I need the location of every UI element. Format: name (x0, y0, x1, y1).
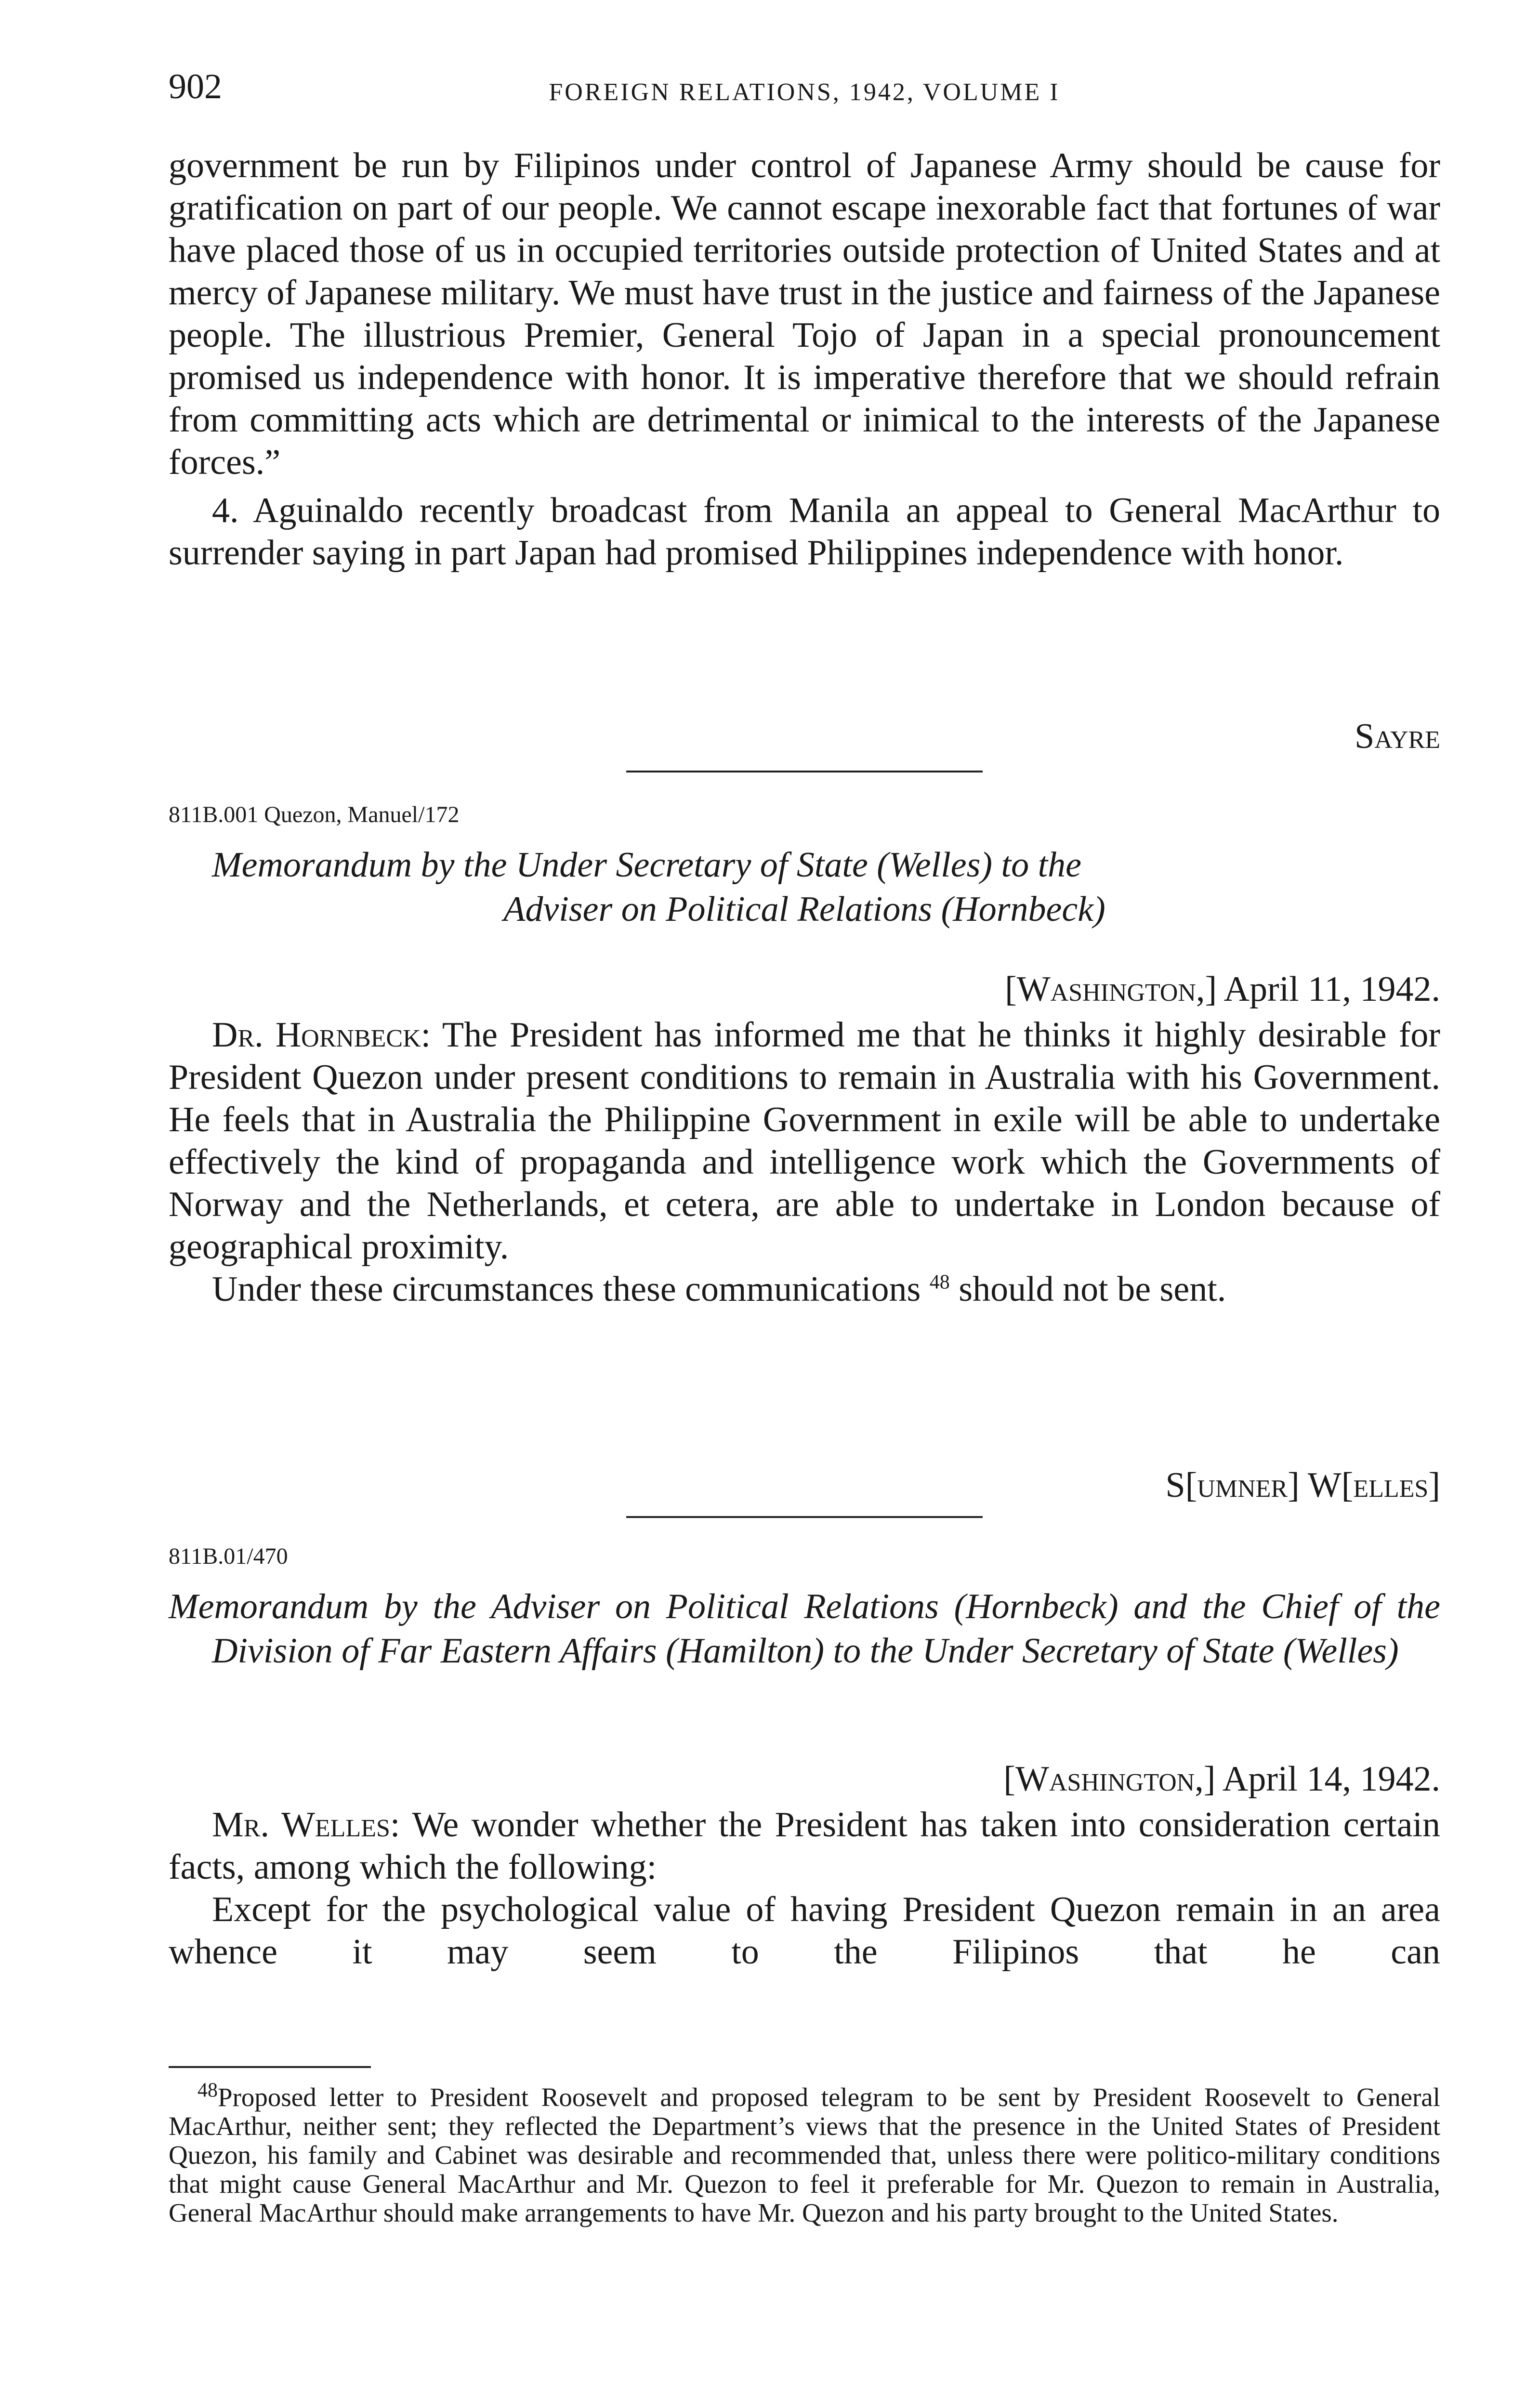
continued-paragraph: government be run by Filipinos under control of Japanese Army should be cause for gratification on part of our people. We cannot escape inexorable fact that fortunes of war have placed those of us in occupied territories outside protection of United States and at mercy of Japanese military. We must have trust in the justice and fairness of the Japanese people. The illustrious Premier, General Tojo of Japan in a special pronouncement promised us independence with honor. It is imperative therefore that we should refrain from committing acts which are detrimental or inimical to the interests of the Japanese forces.” (169, 146, 1440, 482)
memo-paragraph-2: Except for the psychological value of having President Quezon remain in an area whence it may seem to the Filipinos that he can (169, 1890, 1440, 1972)
dateline-date: April 14, 1942. (1215, 1759, 1440, 1799)
footnote-body: Proposed letter to President Roosevelt and proposed telegram to be sent by President Roosevelt to General MacArthur, neither sent; they reflected the Department’s views that the presence in the United States of President Quezon, his family and Cabinet was desirable and recommended that, unless there were politico-military conditions that might cause General MacArthur and Mr. Quezon to feel it preferable for Mr. Quezon to remain in Australia, General MacArthur should make arrangements to have Mr. Quezon and his party brought to the United States. (169, 2082, 1440, 2227)
footnote-rule (169, 2066, 371, 2068)
dateline (1003, 1758, 1440, 1800)
dateline (1005, 968, 1440, 1010)
footnote (169, 2079, 1440, 2227)
memo-paragraph-2 (169, 1268, 1440, 1310)
salutation: Mr. Welles (212, 1805, 390, 1845)
memo-body (169, 1804, 1440, 1973)
memo-paragraph-2-text-end: should not be sent. (949, 1269, 1226, 1309)
signature-welles: S[umner] W[elles] (1165, 1466, 1440, 1505)
section-divider (626, 771, 983, 772)
memo-paragraph-2-text: Under these circumstances these communications (212, 1269, 921, 1309)
signature-block (169, 1464, 1440, 1507)
section-divider (626, 1516, 983, 1518)
salutation: Dr. Hornbeck (212, 1015, 421, 1055)
memo-paragraph-1-text: : We wonder whether the President has taken into consideration certain facts, among which the following: (169, 1805, 1440, 1887)
dateline-place: [Washington,] (1003, 1759, 1216, 1799)
footnote-number: 48 (197, 2079, 218, 2102)
page-number: 902 (169, 67, 222, 106)
dateline-date: April 11, 1942. (1217, 969, 1440, 1009)
document-title-line-2: Adviser on Political Relations (Hornbeck) (503, 890, 1105, 929)
file-reference: 811B.01/470 (169, 1544, 288, 1569)
document-title-line-1: Memorandum by the Under Secretary of State (Welles) to the (212, 845, 1082, 885)
continued-telegram (169, 144, 1440, 574)
signature-sayre: Sayre (1355, 717, 1440, 756)
dateline-place: [Washington,] (1005, 969, 1217, 1009)
memo-paragraph-1 (169, 1014, 1440, 1268)
page-header (169, 63, 1440, 125)
footnote-reference: 48 (929, 1271, 950, 1294)
memo-paragraph-1 (169, 1804, 1440, 1888)
running-head: FOREIGN RELATIONS, 1942, VOLUME I (549, 79, 1060, 106)
footnote-text (169, 2079, 1440, 2227)
document-title: Memorandum by the Adviser on Political Relations (Hornbeck) and the Chief of the Division of Far Eastern Affairs (Hamilton) to the Under Secretary of State (Welles) (169, 1587, 1440, 1671)
signature-block (169, 715, 1440, 759)
item-4-paragraph: 4. Aguinaldo recently broadcast from Manila an appeal to General MacArthur to surrender saying in part Japan had promised Philippines independence with honor. (169, 491, 1440, 573)
file-reference: 811B.001 Quezon, Manuel/172 (169, 802, 460, 827)
memo-body (169, 1014, 1440, 1310)
memo-paragraph-1-text: : The President has informed me that he thinks it highly desirable for President Quezon under present conditions to remain in Australia with his Government. He feels that in Australia the Philippine Government in exile will be able to undertake effectively the kind of propaganda and intelligence work which the Governments of Norway and the Netherlands, et cetera, are able to undertake in London because of geographical proximity. (169, 1015, 1440, 1267)
document-title (169, 843, 1440, 931)
